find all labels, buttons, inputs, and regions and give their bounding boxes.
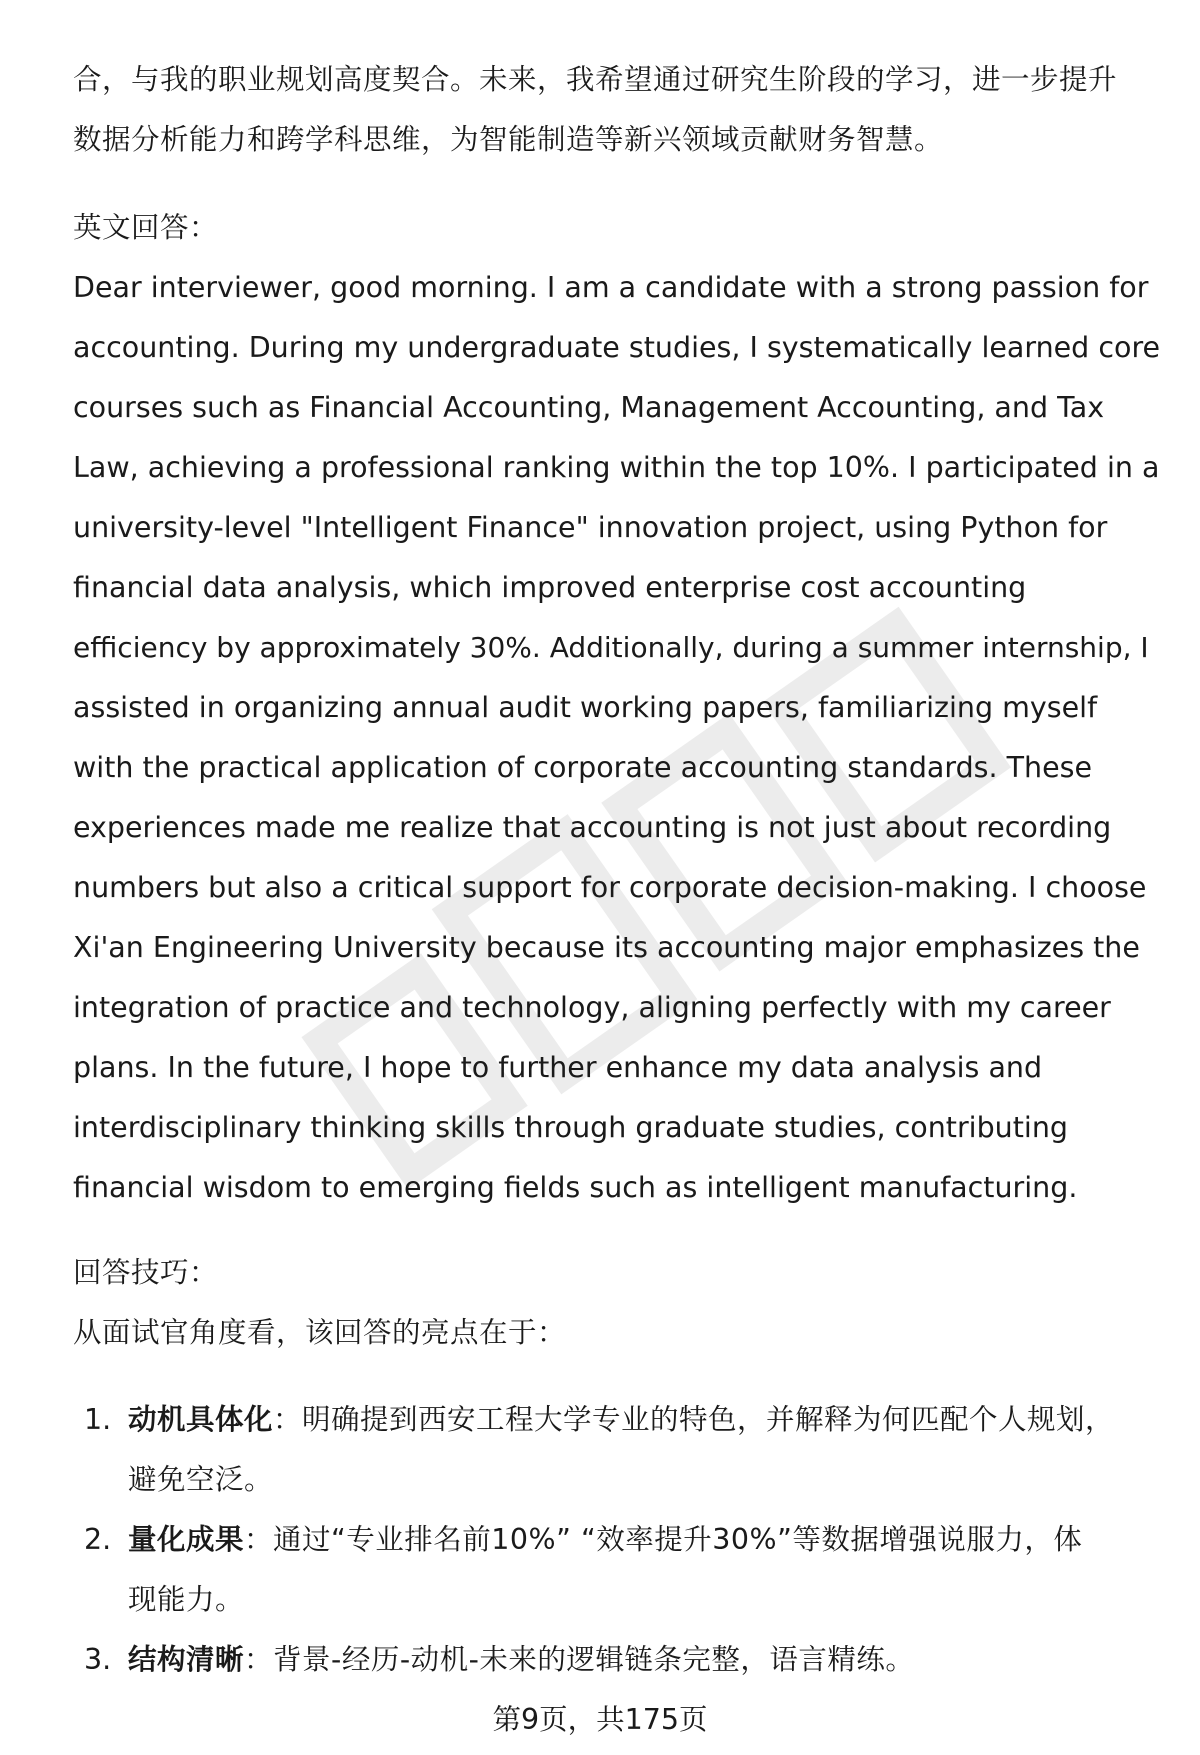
tip-title: 量化成果 [128, 1523, 245, 1556]
english-line: accounting. During my undergraduate studies, I systematically learned core [73, 331, 1161, 364]
english-line: Xi'an Engineering University because its accounting major emphasizes the [73, 931, 1140, 964]
list-number: 2. [84, 1523, 112, 1556]
english-line: university-level "Intelligent Finance" innovation project, using Python for [73, 511, 1108, 544]
intro-line-2: 数据分析能力和跨学科思维，为智能制造等新兴领域贡献财务智慧。 [73, 123, 944, 156]
list-number: 1. [84, 1403, 112, 1436]
english-line: with the practical application of corporate accounting standards. These [73, 751, 1093, 784]
english-answer-body [73, 258, 1163, 1218]
english-line: courses such as Financial Accounting, Management Accounting, and Tax [73, 391, 1105, 424]
tip-separator: ： [244, 1523, 274, 1556]
english-heading-text: 英文回答： [73, 211, 219, 244]
tip-separator: ： [244, 1643, 274, 1676]
english-line: financial wisdom to emerging fields such as intelligent manufacturing. [73, 1171, 1078, 1204]
english-line: plans. In the future, I hope to further enhance my data analysis and [73, 1051, 1043, 1084]
intro-line-1: 合，与我的职业规划高度契合。未来，我希望通过研究生阶段的学习，进一步提升 [73, 63, 1118, 96]
tip-text: 明确提到西安工程大学专业的特色，并解释为何匹配个人规划， [302, 1403, 1115, 1436]
list-item [84, 1510, 1174, 1630]
page-footer: 第9页，共175页 [492, 1703, 708, 1736]
list-number: 3. [84, 1643, 112, 1676]
english-line: numbers but also a critical support for corporate decision-making. I choose [73, 871, 1147, 904]
tip-text: 背景-经历-动机-未来的逻辑链条完整，语言精练。 [273, 1643, 915, 1676]
tip-text: 通过“专业排名前10%” “效率提升30%”等数据增强说服力，体 [273, 1523, 1083, 1556]
english-answer-heading [73, 198, 1163, 258]
tip-text: 避免空泛。 [128, 1463, 274, 1496]
english-line: financial data analysis, which improved enterprise cost accounting [73, 571, 1027, 604]
tip-text: 现能力。 [128, 1583, 245, 1616]
list-item [84, 1630, 1174, 1690]
tip-title: 动机具体化 [128, 1403, 274, 1436]
english-line: Law, achieving a professional ranking within the top 10%. I participated in a [73, 451, 1160, 484]
english-line: Dear interviewer, good morning. I am a candidate with a strong passion for [73, 271, 1149, 304]
english-line: interdisciplinary thinking skills through graduate studies, contributing [73, 1111, 1068, 1144]
tip-separator: ： [273, 1403, 303, 1436]
list-item [84, 1390, 1174, 1510]
tips-heading [73, 1243, 1163, 1303]
tips-subheading-text: 从面试官角度看，该回答的亮点在于： [73, 1316, 567, 1349]
intro-paragraph [73, 50, 1163, 170]
english-line: experiences made me realize that accounting is not just about recording [73, 811, 1112, 844]
english-line: assisted in organizing annual audit working papers, familiarizing myself [73, 691, 1098, 724]
english-line: efficiency by approximately 30%. Additionally, during a summer internship, I [73, 631, 1149, 664]
english-line: integration of practice and technology, aligning perfectly with my career [73, 991, 1111, 1024]
tips-heading-text: 回答技巧： [73, 1256, 219, 1289]
tips-subheading [73, 1303, 1163, 1363]
tips-list [84, 1390, 1174, 1690]
tip-title: 结构清晰 [128, 1643, 245, 1676]
